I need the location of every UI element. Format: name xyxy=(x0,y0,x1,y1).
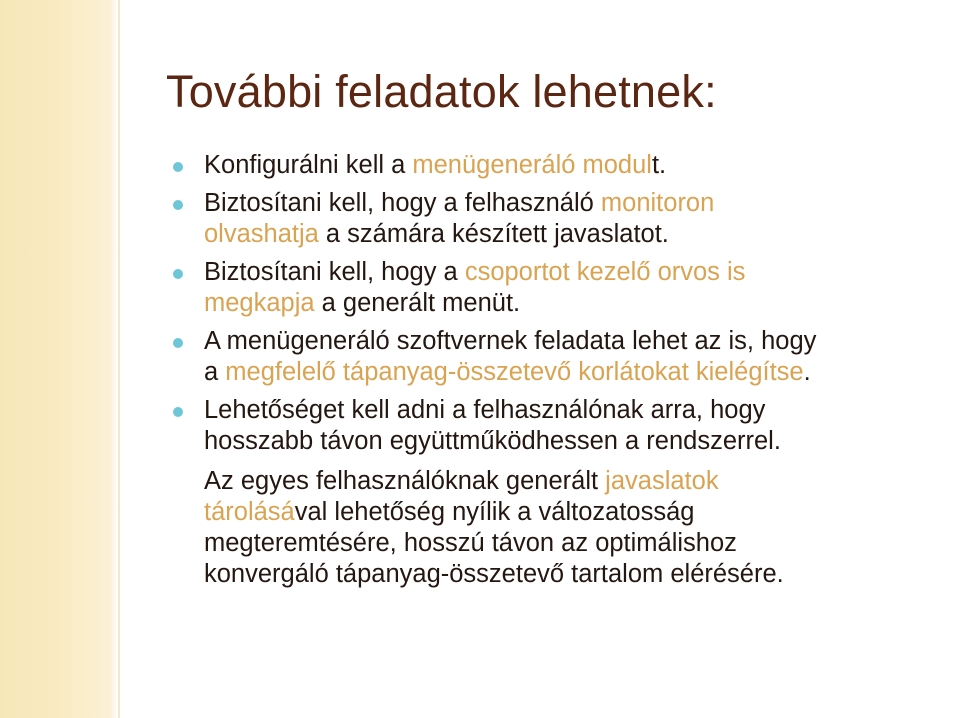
text-segment: Konfigurálni kell a xyxy=(204,151,413,179)
band-divider-line xyxy=(118,0,120,718)
bullet-dot-icon xyxy=(173,338,183,348)
bullet-dot-icon xyxy=(173,407,183,417)
highlighted-text: megfelelő tápanyag-összetevő korlátokat kielégítse xyxy=(225,358,804,386)
highlighted-text: javaslatok xyxy=(605,467,719,495)
text-segment: a számára készített javaslatot. xyxy=(318,220,669,248)
text-segment: megteremtésére, hosszú távon az optimálishoz xyxy=(204,529,737,557)
text-line xyxy=(204,357,904,388)
text-segment: A menügeneráló szoftvernek feladata lehet az is, hogy xyxy=(204,327,817,355)
highlighted-text: menügeneráló modul xyxy=(412,151,652,179)
highlighted-text: csoportot kezelő orvos is xyxy=(464,258,746,286)
text-line xyxy=(204,257,904,288)
left-decorative-band xyxy=(0,0,112,718)
bullet-dot-icon xyxy=(173,269,183,279)
text-segment: a xyxy=(204,358,226,386)
text-line xyxy=(204,395,904,426)
highlighted-text: megkapja xyxy=(204,289,315,317)
text-segment: Lehetőséget kell adni a felhasználónak arra, hogy xyxy=(204,396,766,424)
slide-title: További feladatok lehetnek: xyxy=(166,66,717,117)
list-item xyxy=(204,150,904,181)
bullet-dot-icon xyxy=(173,200,183,210)
band-fade-stripe xyxy=(111,0,118,718)
text-line xyxy=(204,219,904,250)
list-item xyxy=(204,466,904,590)
text-segment: Az egyes felhasználóknak generált xyxy=(204,467,606,495)
text-segment: hosszabb távon együttműködhessen a rendszerrel. xyxy=(204,427,781,455)
bullet-list xyxy=(204,150,904,597)
text-segment: t. xyxy=(651,151,667,179)
list-item xyxy=(204,188,904,250)
text-segment: a generált menüt. xyxy=(314,289,521,317)
text-segment: konvergáló tápanyag-összetevő tartalom elérésére. xyxy=(204,560,784,588)
text-segment: . xyxy=(803,358,811,386)
text-line xyxy=(204,528,904,559)
highlighted-text: monitoron xyxy=(600,189,715,217)
text-line xyxy=(204,150,904,181)
text-segment: val lehetőség nyílik a változatosság xyxy=(294,498,695,526)
text-line xyxy=(204,188,904,219)
text-segment: Biztosítani kell, hogy a felhasználó xyxy=(204,189,601,217)
bullet-dot-icon xyxy=(173,162,183,172)
text-line xyxy=(204,559,904,590)
text-line xyxy=(204,497,904,528)
list-item xyxy=(204,326,904,388)
text-line xyxy=(204,426,904,457)
text-line xyxy=(204,288,904,319)
text-line xyxy=(204,466,904,497)
highlighted-text: olvashatja xyxy=(204,220,319,248)
list-item xyxy=(204,395,904,457)
text-line xyxy=(204,326,904,357)
list-item xyxy=(204,257,904,319)
text-segment: Biztosítani kell, hogy a xyxy=(204,258,465,286)
highlighted-text: tárolásá xyxy=(204,498,295,526)
